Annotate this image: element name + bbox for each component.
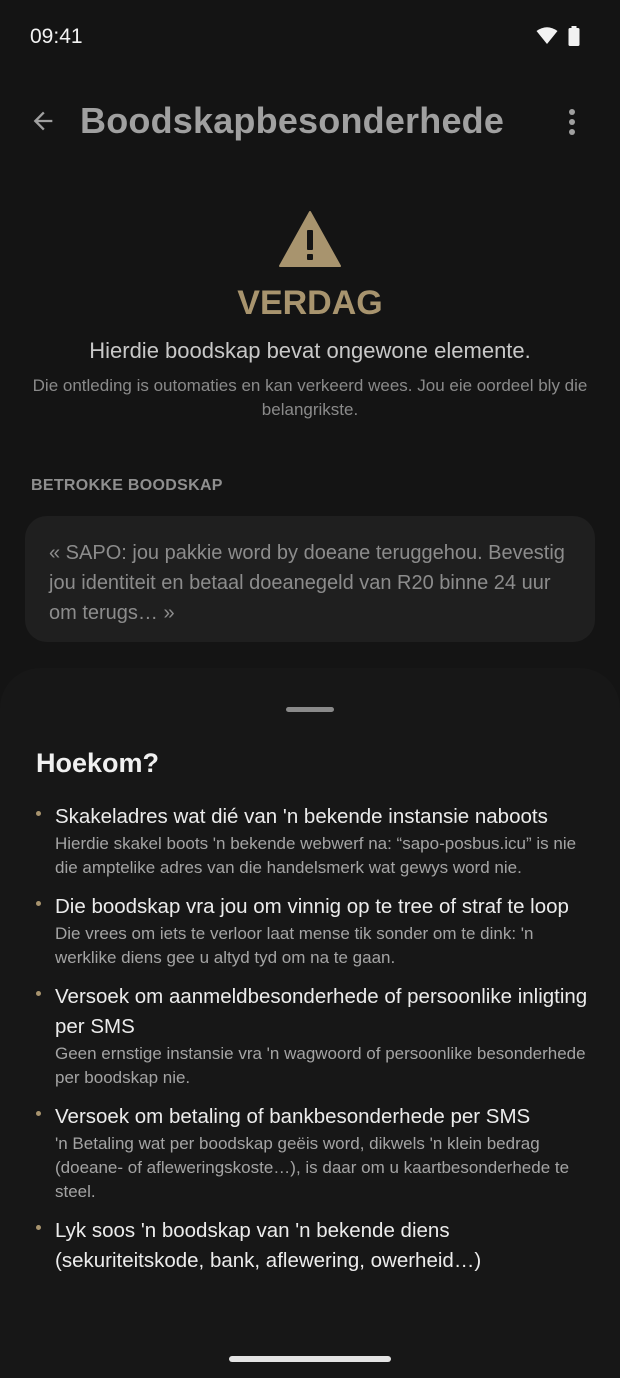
warning-icon [279, 210, 341, 268]
bullet-icon [36, 1111, 41, 1116]
sheet-drag-handle[interactable] [286, 707, 334, 712]
reason-item [36, 1216, 592, 1276]
reason-item [36, 982, 592, 1090]
message-card [25, 516, 595, 642]
why-title: Hoekom? [36, 748, 160, 778]
section-label-message: BETROKKE BOODSKAP [31, 477, 223, 494]
status-icons [536, 26, 580, 46]
reason-description: Geen ernstige instansie vra 'n wagwoord of persoonlike besonderhede per boodskap nie. [55, 1044, 586, 1087]
more-options-button[interactable] [562, 102, 582, 142]
app-bar [0, 88, 620, 158]
verdict-disclaimer: Die ontleding is outomaties en kan verkeerd wees. Jou eie oordeel bly die belangrikste. [32, 376, 588, 419]
page-title: Boodskapbesonderhede [80, 100, 505, 141]
bullet-icon [36, 1225, 41, 1230]
more-vert-icon [568, 108, 576, 136]
status-time: 09:41 [30, 25, 83, 48]
verdict-label: VERDAG [237, 284, 383, 322]
battery-icon [568, 26, 580, 46]
bullet-icon [36, 991, 41, 996]
bottom-sheet [0, 668, 620, 1378]
bullet-icon [36, 901, 41, 906]
reason-description: 'n Betaling wat per boodskap geëis word, dikwels 'n klein bedrag (doeane- of afleweringskoste…), is daar om u kaartbesonderhede te steel. [55, 1134, 570, 1201]
status-bar [0, 0, 620, 76]
home-indicator[interactable] [229, 1356, 391, 1362]
back-button[interactable] [24, 102, 62, 140]
arrow-back-icon [29, 107, 57, 135]
bullet-icon [36, 811, 41, 816]
reason-title: Die boodskap vra jou om vinnig op te tree of straf te loop [55, 895, 569, 918]
reason-title: Skakeladres wat dié van 'n bekende instansie naboots [55, 805, 548, 828]
message-text: « SAPO: jou pakkie word by doeane teruggehou. Bevestig jou identiteit en betaal doeanegeld van R20 binne 24 uur om terugs… » [49, 542, 565, 624]
reason-description: Die vrees om iets te verloor laat mense tik sonder om te dink: 'n werklike diens gee u altyd tyd om na te gaan. [55, 924, 534, 967]
reason-title: Lyk soos 'n boodskap van 'n bekende diens (sekuriteitskode, bank, aflewering, owerheid…) [55, 1219, 482, 1272]
reason-item [36, 892, 592, 970]
reason-title: Versoek om aanmeldbesonderhede of persoonlike inligting per SMS [55, 985, 588, 1038]
reason-description: Hierdie skakel boots 'n bekende webwerf na: “sapo-posbus.icu” is nie die amptelike adres van die handelsmerk wat gewys word nie. [55, 834, 577, 877]
reason-item [36, 1102, 592, 1204]
reason-item [36, 802, 592, 880]
reason-title: Versoek om betaling of bankbesonderhede per SMS [55, 1105, 531, 1128]
reasons-list [36, 802, 592, 1288]
verdict-summary: Hierdie boodskap bevat ongewone elemente. [89, 338, 531, 363]
wifi-icon [536, 27, 558, 45]
